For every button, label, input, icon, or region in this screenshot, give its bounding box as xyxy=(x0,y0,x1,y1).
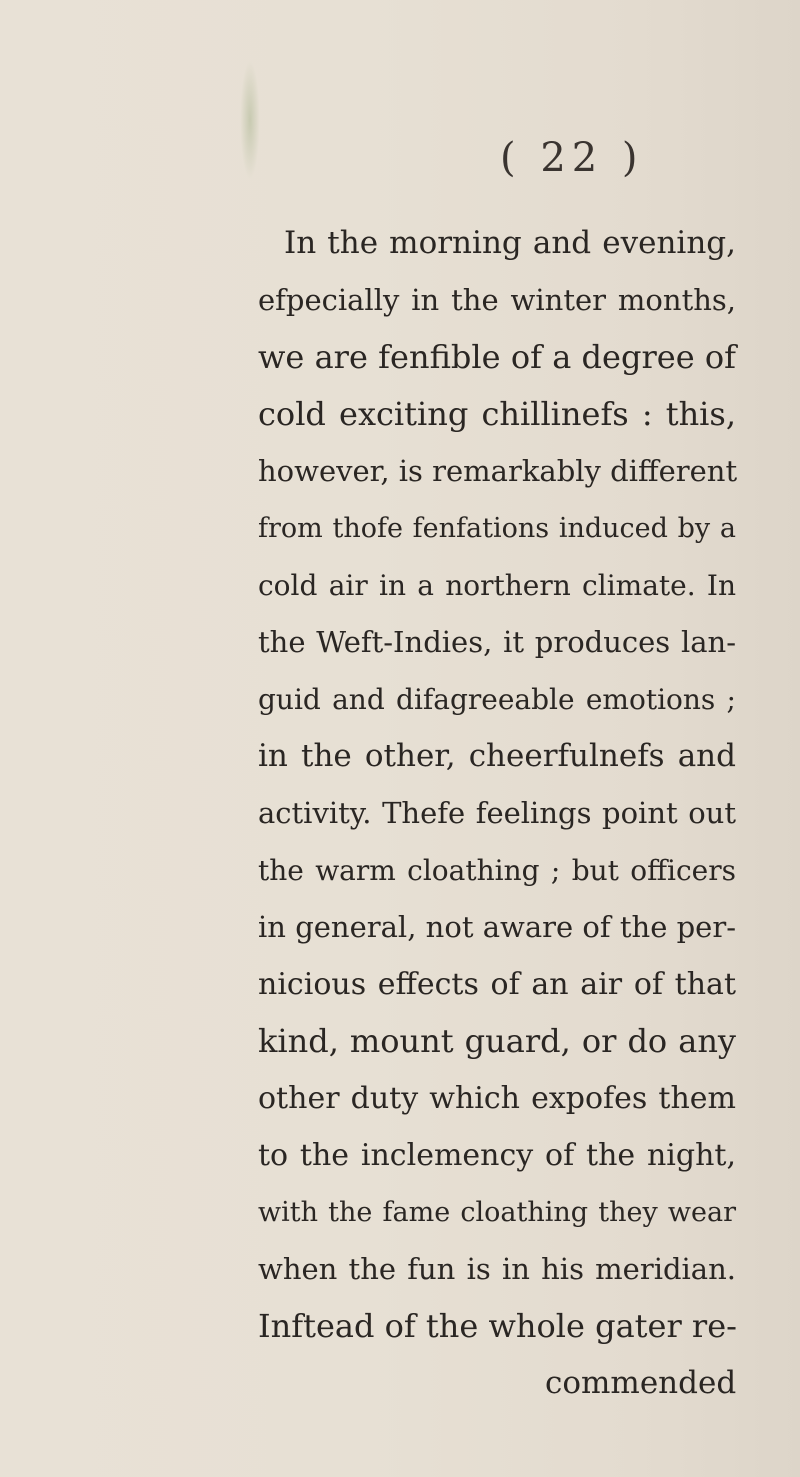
text-line: from thofe fenfations induced by a xyxy=(258,513,736,544)
text-line: kind, mount guard, or do any xyxy=(258,1022,736,1060)
text-line: activity. Thefe feelings point out xyxy=(258,796,736,830)
text-line: cold air in a northern climate. In xyxy=(258,569,736,602)
text-line: when the fun is in his meridian. xyxy=(258,1252,736,1286)
text-line: the Weft-Indies, it produces lan- xyxy=(258,625,736,659)
text-line: in the other, cheerfulnefs and xyxy=(258,738,736,774)
text-line: nicious effects of an air of that xyxy=(258,967,736,1002)
text-line: guid and difagreeable emotions ; xyxy=(258,683,736,716)
text-line: the warm cloathing ; but officers xyxy=(258,854,736,887)
text-line: cold exciting chillinefs : this, xyxy=(258,395,736,433)
text-line: efpecially in the winter months, xyxy=(258,283,736,317)
text-line: we are fenfible of a degree of xyxy=(258,338,736,376)
text-line: other duty which expofes them xyxy=(258,1081,736,1116)
catchword: commended xyxy=(545,1365,737,1401)
paper-stain xyxy=(240,60,260,180)
text-line: however, is remarkably different xyxy=(258,454,738,488)
text-line: in general, not aware of the per- xyxy=(258,910,736,944)
text-line: with the fame cloathing they wear xyxy=(258,1197,736,1228)
page-number: ( 22 ) xyxy=(500,135,644,181)
text-line: Inftead of the whole gater re- xyxy=(258,1307,737,1345)
text-line: In the morning and evening, xyxy=(284,225,736,261)
text-line: to the inclemency of the night, xyxy=(258,1138,736,1173)
